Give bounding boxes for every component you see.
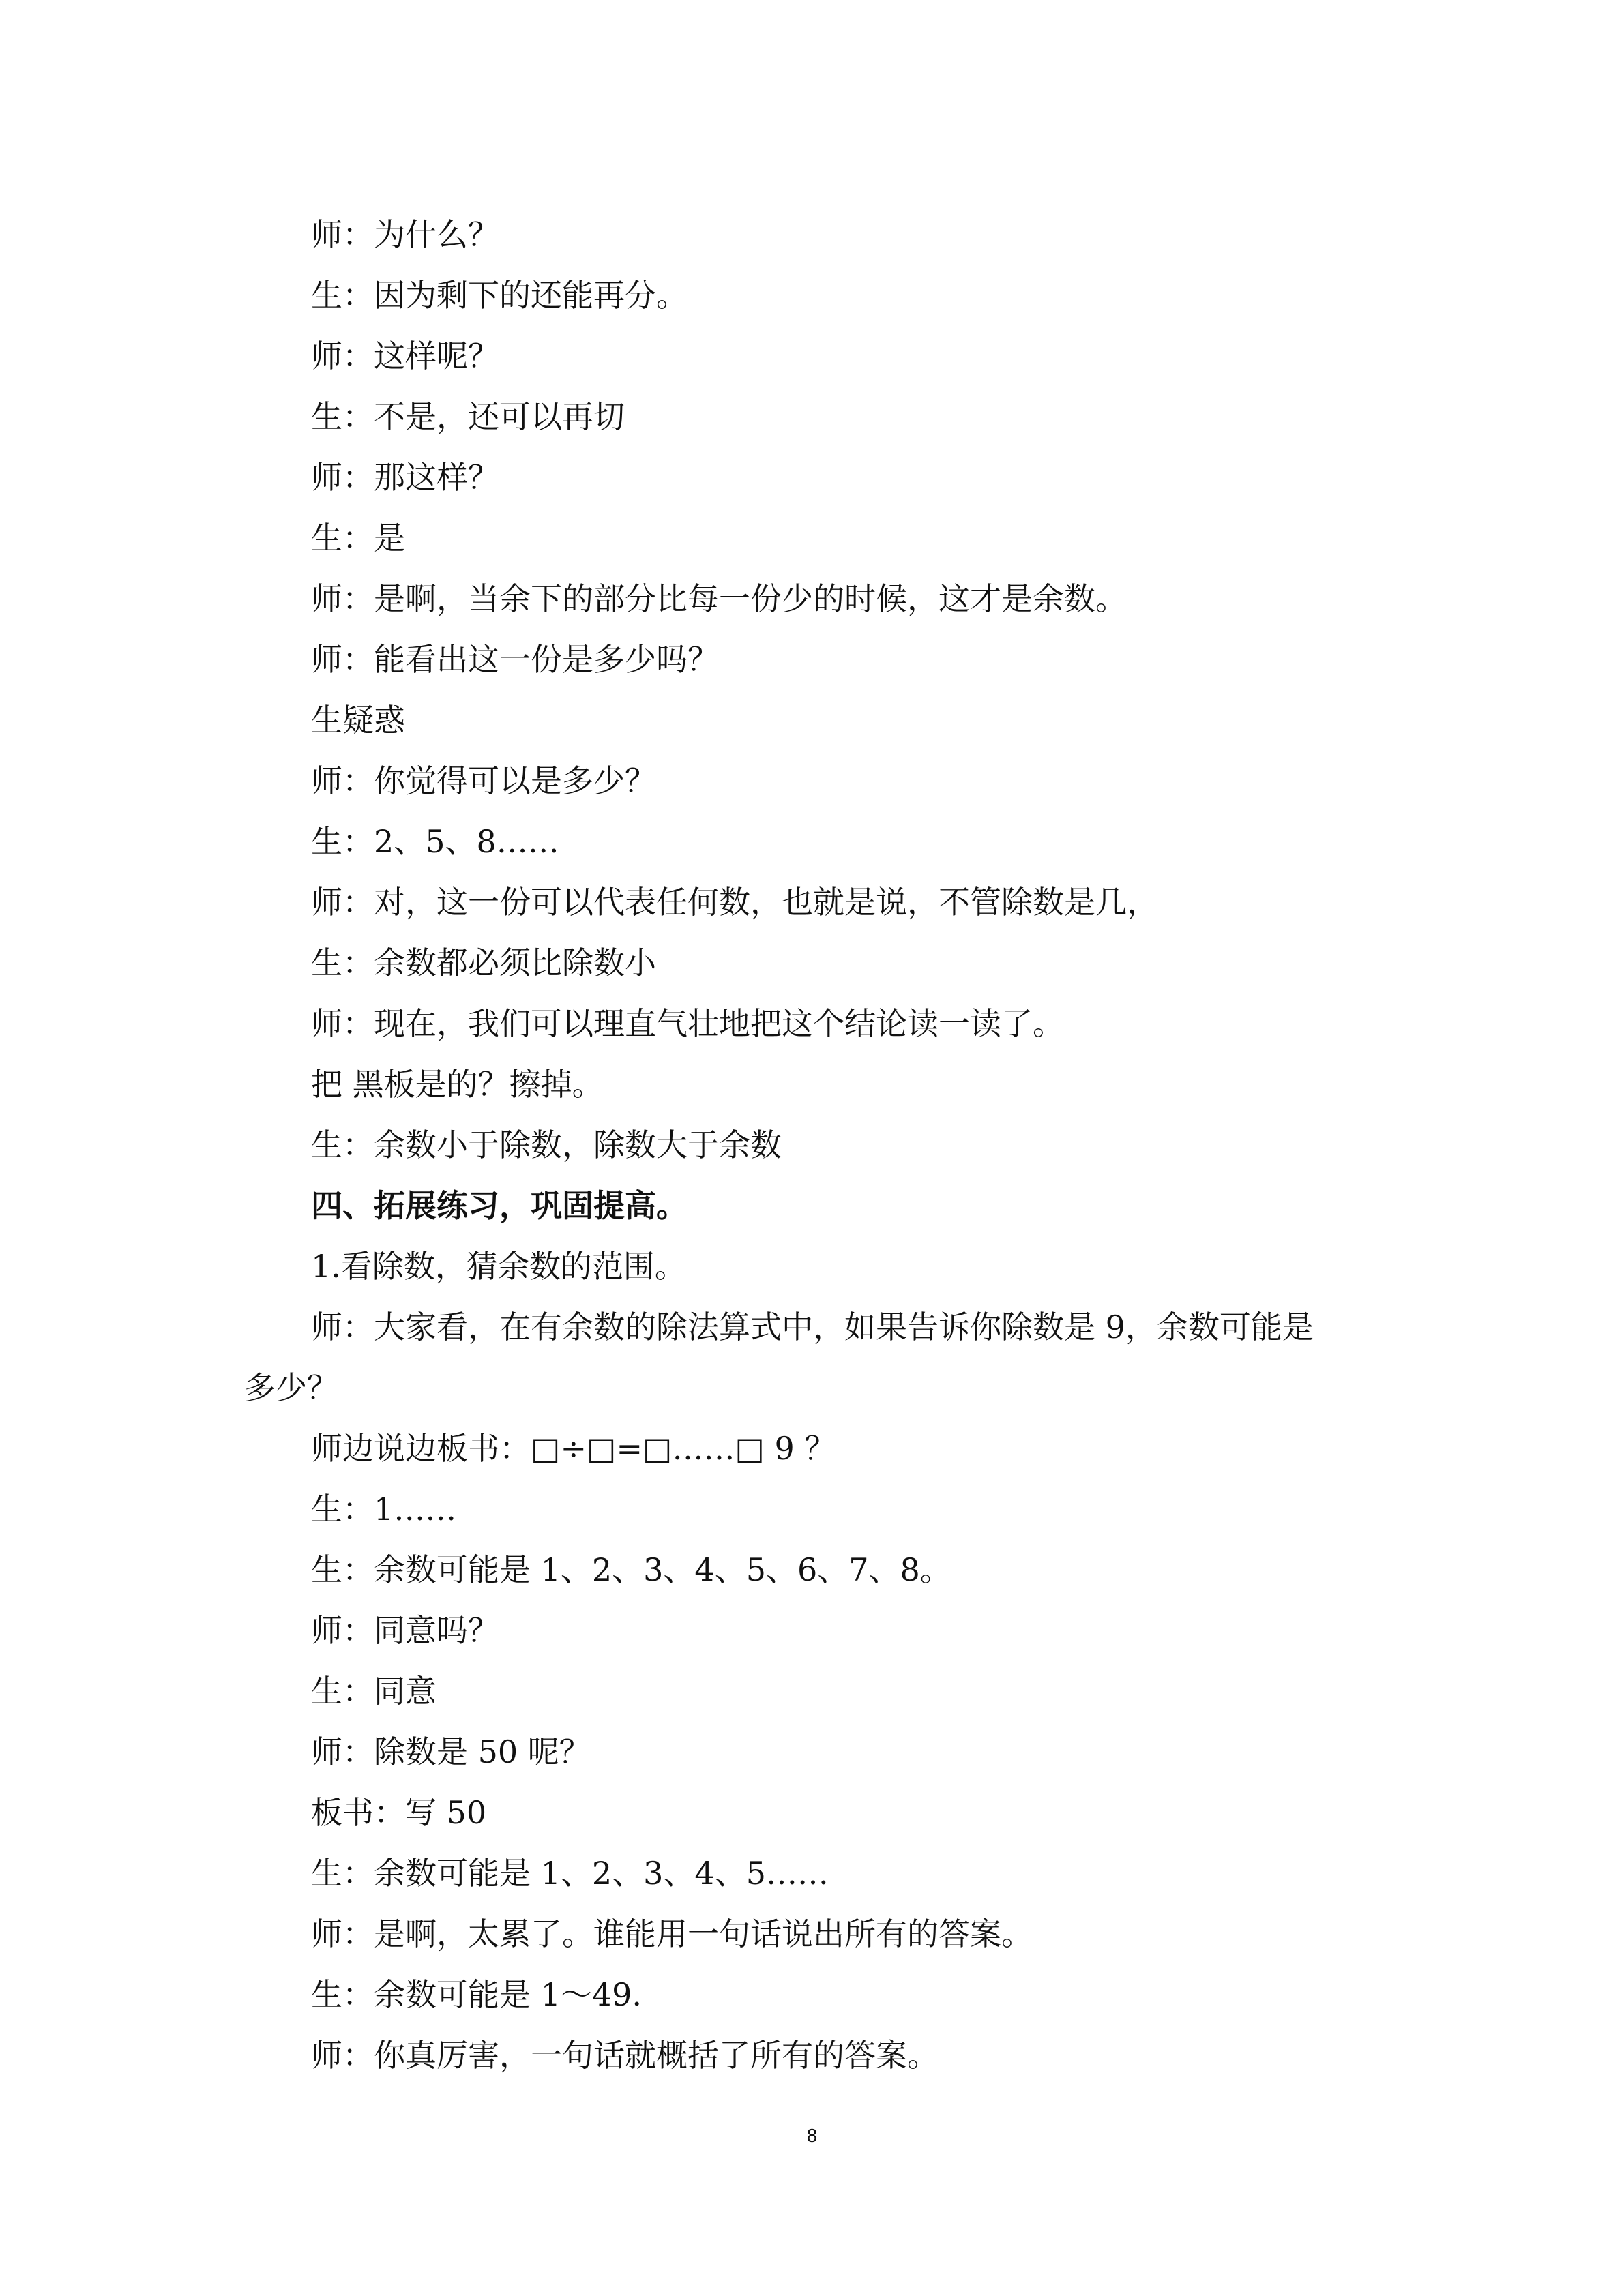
text-line: 师：大家看，在有余数的除法算式中，如果告诉你除数是 9，余数可能是 [311,1309,1314,1345]
text-line: 生：余数可能是 1～49. [311,1976,643,2013]
text-line: 生：同意 [311,1673,437,1710]
text-line: 把 黑板是的？擦掉。 [311,1066,604,1103]
page-number: 8 [806,2126,818,2147]
text-line: 师：你真厉害，一句话就概括了所有的答案。 [311,2037,939,2074]
text-line: 生：是 [311,520,405,556]
text-line: 生：因为剩下的还能再分。 [311,277,688,314]
text-line: 师：能看出这一份是多少吗？ [311,641,719,678]
text-line: 师：除数是 50 呢？ [311,1733,591,1770]
text-line: 师：现在，我们可以理直气壮地把这个结论读一读了。 [311,1005,1064,1042]
text-line: 生：不是，还可以再切 [311,398,625,435]
text-line: 师：同意吗？ [311,1612,499,1649]
text-line: 生：1…… [311,1491,457,1527]
text-line: 生：余数可能是 1、2、3、4、5、6、7、8。 [311,1551,951,1588]
text-line: 师：是啊，当余下的部分比每一份少的时候，这才是余数。 [311,580,1127,617]
text-line: 1.看除数，猜余数的范围。 [311,1248,686,1285]
text-line-continuation: 多少？ [244,1369,338,1406]
text-line: 生：2、5、8…… [311,823,559,860]
text-line: 生：余数可能是 1、2、3、4、5…… [311,1855,829,1892]
text-line: 师：对，这一份可以代表任何数，也就是说，不管除数是几， [311,884,1158,921]
text-line: 师：是啊，太累了。谁能用一句话说出所有的答案。 [311,1915,1033,1952]
text-line: 师：为什么？ [311,216,499,253]
section-heading: 四、拓展练习，巩固提高。 [311,1187,688,1224]
text-line: 师边说边板书：□÷□=□……□ 9 ？ [311,1430,836,1467]
text-line: 生：余数都必须比除数小 [311,944,656,981]
text-line: 师：那这样？ [311,459,499,496]
text-line: 板书：写 50 [311,1794,487,1831]
text-line: 生：余数小于除数，除数大于余数 [311,1127,782,1163]
document-body [244,205,1376,2086]
text-line: 生疑惑 [311,702,405,739]
text-line: 师：你觉得可以是多少？ [311,762,656,799]
text-line: 师：这样呢？ [311,338,499,374]
